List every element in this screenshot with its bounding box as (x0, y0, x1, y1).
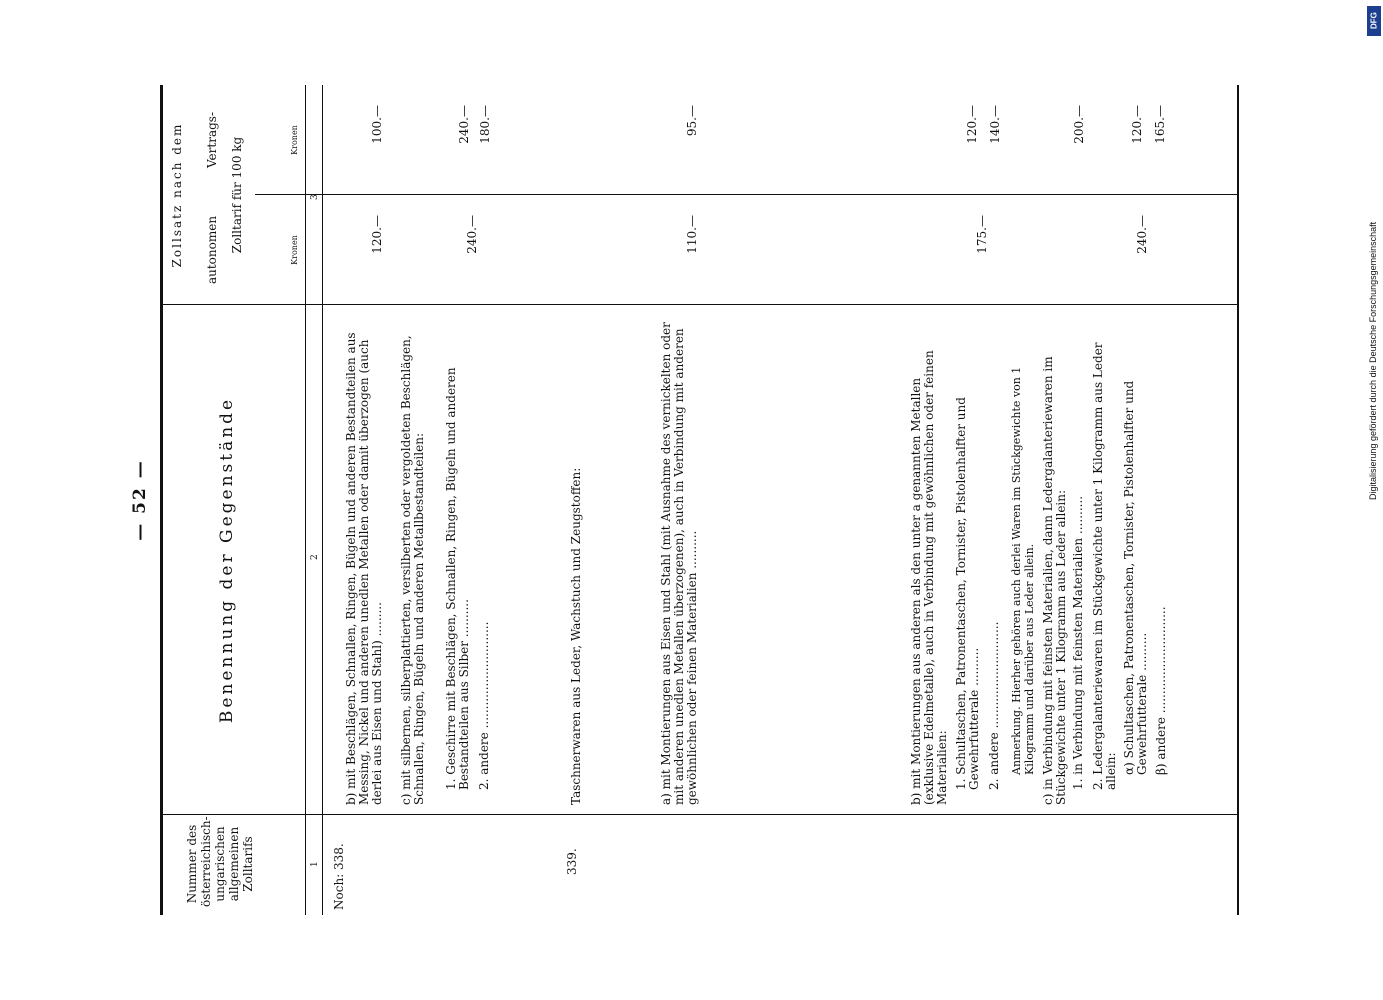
rate-vertrag-338c1: 240.— (457, 105, 471, 144)
dfg-logo: DFG (1367, 6, 1381, 36)
entry-338c2: 2. andere ............................ (477, 621, 491, 790)
entry-338b: b) mit Beschlägen, Schnallen, Ringen, Bügeln und anderen Bestandteilen aus Messing, Nickel und anderen unedlen Metallen oder damit überzogen (auch derlei aus Eisen und Stahl) ......... (344, 332, 384, 805)
page-number: — 52 — (130, 459, 150, 541)
rate-auto-339c2: 240.— (1135, 215, 1149, 254)
entry-338c: c) mit silbernen, silberplattierten, versilberten oder vergoldeten Beschlägen, Schnallen, Ringen, Bügeln und anderen Metallbestandteilen: (399, 335, 426, 805)
rate-auto-338b: 120.— (370, 215, 384, 254)
rate-vertrag-339c2-beta: 165.— (1153, 105, 1167, 144)
col2-rule (160, 304, 1239, 305)
entry-339-heading: Taschnerwaren aus Leder, Wachstuch und Zeugstoffen: (569, 467, 583, 805)
rate-auto-339a: 110.— (685, 215, 699, 254)
digitization-credit: Digitalisierung gefördert durch die Deutsche Forschungsgemeinschaft (1368, 221, 1378, 500)
entry-339c: c) in Verbindung mit feinsten Materialien, dann Ledergalanteriewaren im Stückgewichte unter 1 Kilogramm aus Leder allein: (1041, 356, 1068, 805)
header-kronen-1: Kronen (290, 235, 299, 265)
header-col1: Nummer des österreichisch-ungarischen allgemeinen Zolltarifs (185, 816, 255, 907)
entry-339b: b) mit Montierungen aus anderen als den unter a genannten Metallen (exklusive Edelmetalle), auch in Verbindung mit gewöhnlichen oder feinen Materialien: (909, 350, 949, 805)
entry-339c2-beta: β) andere ............................ (1154, 606, 1168, 775)
rotated-page (130, 40, 1250, 960)
header-kronen-2: Kronen (290, 125, 299, 155)
entry-339c2-alpha: α) Schultaschen, Patronentaschen, Tornister, Pistolenhalfter und Gewehrfutterale .......... (1122, 380, 1149, 775)
rate-auto-338c: 240.— (465, 215, 479, 254)
header-col3-auto: autonomen (205, 215, 219, 285)
table-bottom-rule (1237, 85, 1239, 915)
entry-339c2: 2. Ledergalanteriewaren im Stückgewichte unter 1 Kilogramm aus Leder allein: (1091, 342, 1118, 790)
rate-vertrag-339b1: 120.— (965, 105, 979, 144)
entry-338c1: 1. Geschirre mit Beschlägen, Schnallen, Ringen, Bügeln und anderen Bestandteilen aus Silber .......... (444, 367, 471, 790)
rate-vertrag-339a: 95.— (685, 105, 699, 137)
rate-vertrag-338c2: 180.— (478, 105, 492, 144)
rate-vertrag-339c1: 200.— (1072, 105, 1086, 144)
entry-339c1: 1. in Verbindung mit feinsten Materialien .......... (1071, 495, 1085, 790)
colnum-rule (322, 85, 323, 915)
header-col2: Benennung der Gegenstände (217, 396, 237, 724)
tariff-table (160, 85, 1240, 915)
entry-339b1: 1. Schultaschen, Patronentaschen, Tornister, Pistolenhalfter und Gewehrfutterale .......... (954, 397, 981, 790)
col3-split-rule (255, 194, 1239, 195)
table-top-rule (160, 85, 163, 915)
colnum-2: 2 (310, 554, 320, 560)
entry-339-anmerkung: Anmerkung. Hierher gehören auch derlei Waren im Stückgewichte von 1 Kilogramm und darüber aus Leder allein. (1010, 366, 1036, 775)
rate-vertrag-339b2: 140.— (988, 105, 1002, 144)
entry-339a: a) mit Montierungen aus Eisen und Stahl (mit Ausnahme des vernickelten oder mit anderen unedlen Metallen überzogenen), auch in Verbindung mit anderen gewöhnlichen oder feinen Materialien .......... (659, 322, 699, 805)
rate-auto-339b: 175.— (975, 215, 989, 254)
row-noch-338: Noch: 338. (332, 843, 346, 910)
row-339: 339. (565, 848, 579, 875)
rate-vertrag-339c2-alpha: 120.— (1130, 105, 1144, 144)
entry-339b2: 2. andere ............................ (987, 621, 1001, 790)
header-col3-sub: Zolltarif für 100 kg (230, 136, 244, 254)
rate-vertrag-338b: 100.— (370, 105, 384, 144)
colnum-1: 1 (310, 861, 320, 867)
header-col3-vertrag: Vertrags- (205, 112, 219, 169)
header-col3-title: Zollsatz nach dem (170, 122, 184, 268)
header-rule (305, 85, 306, 915)
colnum-3: 3 (310, 194, 320, 200)
col1-rule (160, 814, 1239, 815)
